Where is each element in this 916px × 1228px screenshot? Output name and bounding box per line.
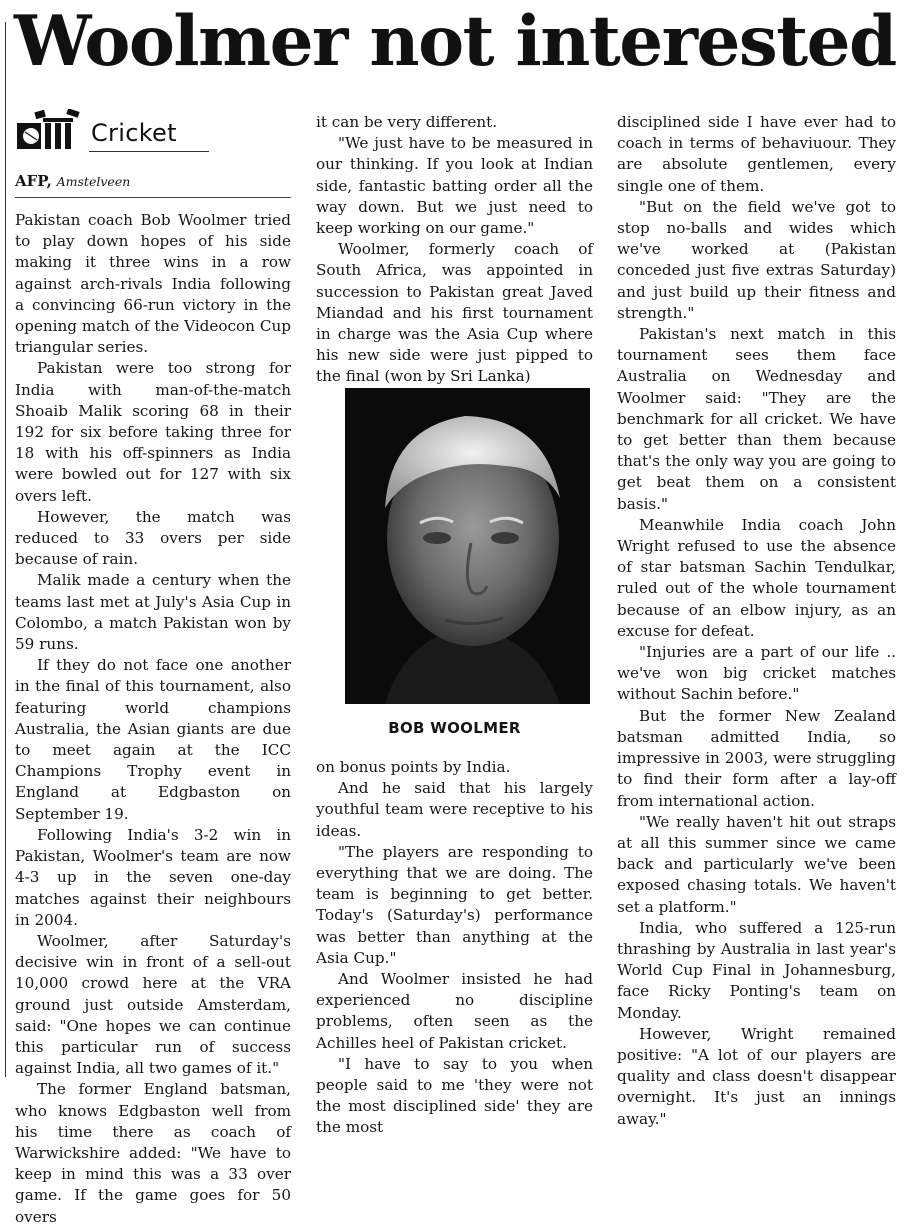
paragraph: "I have to say to you when people said to me 'they were not the most disciplined side' they are the most: [316, 1054, 593, 1137]
paragraph: Following India's 3-2 win in Pakistan, Woolmer's team are now 4-3 up in the seven one-day matches against their neighbours in 2004.: [15, 825, 291, 929]
paragraph: But the former New Zealand batsman admitted India, so impressive in 2003, were struggling to find their form after a lay-off from international action.: [617, 706, 896, 810]
section-label: Cricket: [91, 119, 177, 147]
photo-caption: BOB WOOLMER: [388, 719, 521, 737]
paragraph: Pakistan were too strong for India with man-of-the-match Shoaib Malik scoring 68 in their 192 for six before taking three for 18 with his off-spinners as India were bowled out for 127 with six overs left.: [15, 359, 291, 505]
byline-agency: AFP,: [15, 172, 52, 190]
paragraph: "We just have to be measured in our thinking. If you look at Indian side, fantastic batting order all the way down. But we just need to keep working on our game.": [316, 134, 593, 238]
paragraph: "But on the field we've got to stop no-balls and wides which we've worked at (Pakistan conceded just five extras Saturday) and just build up their fitness and strength.": [617, 197, 896, 322]
paragraph: it can be very different.: [316, 113, 498, 131]
photo-bob-woolmer: [345, 388, 590, 704]
paragraph: And he said that his largely youthful team were receptive to his ideas.: [316, 779, 593, 840]
paragraph: The former England batsman, who knows Edgbaston well from his time there as coach of Warwickshire added: "We have to keep in mind this was a 33 over game. If the game goes for 50 overs: [15, 1080, 291, 1226]
article-column-2-bottom: [316, 757, 593, 1139]
section-kicker: [15, 105, 291, 153]
paragraph: Woolmer, formerly coach of South Africa, was appointed in succession to Pakistan great Javed Miandad and his first tournament in charge was the Asia Cup where his new side were just pipped to the final (won by Sri Lanka): [316, 240, 593, 386]
headline: Woolmer not interested: [14, 1, 896, 82]
byline: [15, 172, 291, 190]
paragraph: on bonus points by India.: [316, 758, 511, 776]
article-column-2-top: [316, 112, 593, 388]
kicker-underline: [89, 151, 209, 152]
paragraph: "Injuries are a part of our life .. we've won big cricket matches without Sachin before.": [617, 643, 896, 704]
paragraph: "We really haven't hit out straps at all this summer since we came back and particularly we've been exposed chasing totals. We haven't set a platform.": [617, 812, 896, 916]
paragraph: However, the match was reduced to 33 overs per side because of rain.: [15, 507, 291, 569]
article-column-3: [617, 112, 896, 1130]
paragraph: Meanwhile India coach John Wright refused to use the absence of star batsman Sachin Tendulkar, ruled out of the whole tournament because of an elbow injury, as an excuse for defeat.: [617, 515, 896, 640]
cricket-stumps-ball-icon: [15, 109, 87, 151]
portrait-image: [345, 388, 590, 704]
paragraph: And Woolmer insisted he had experienced no discipline problems, often seen as the Achilles heel of Pakistan cricket.: [316, 970, 593, 1052]
column-rule: [5, 22, 6, 1077]
paragraph: disciplined side I have ever had to coach in terms of behaviuour. They are absolute gentlemen, every single one of them.: [617, 113, 896, 195]
paragraph: Woolmer, after Saturday's decisive win in front of a sell-out 10,000 crowd here at the VRA ground just outside Amsterdam, said: "One hopes we can continue this particular run of success against India, all two games of it.": [15, 931, 291, 1078]
paragraph: Malik made a century when the teams last met at July's Asia Cup in Colombo, a match Pakistan won by 59 runs.: [15, 571, 291, 654]
paragraph: If they do not face one another in the final of this tournament, also featuring world champions Australia, the Asian giants are due to meet again at the ICC Champions Trophy event in England at Edgbaston on September 19.: [15, 656, 291, 823]
byline-divider: [15, 197, 291, 198]
paragraph: However, Wright remained positive: "A lot of our players are quality and class doesn't disappear overnight. It's just an innings away.": [617, 1024, 896, 1128]
paragraph: Pakistan's next match in this tournament sees them face Australia on Wednesday and Woolmer said: "They are the benchmark for all cricket. We have to get better than them because that's the only way you are going to get beat them on a consistent basis.": [617, 325, 896, 513]
article-column-1: [15, 210, 291, 1228]
byline-place: Amstelveen: [56, 174, 131, 189]
paragraph: Pakistan coach Bob Woolmer tried to play down hopes of his side making it three wins in a row against arch-rivals India following a convincing 66-run victory in the opening match of the Videocon Cup triangular series.: [15, 211, 291, 357]
paragraph: India, who suffered a 125-run thrashing by Australia in last year's World Cup Final in Johannesburg, face Ricky Ponting's team on Monday.: [617, 918, 896, 1022]
paragraph: "The players are responding to everything that we are doing. The team is beginning to get better. Today's (Saturday's) performance was better than anything at the Asia Cup.": [316, 842, 593, 967]
